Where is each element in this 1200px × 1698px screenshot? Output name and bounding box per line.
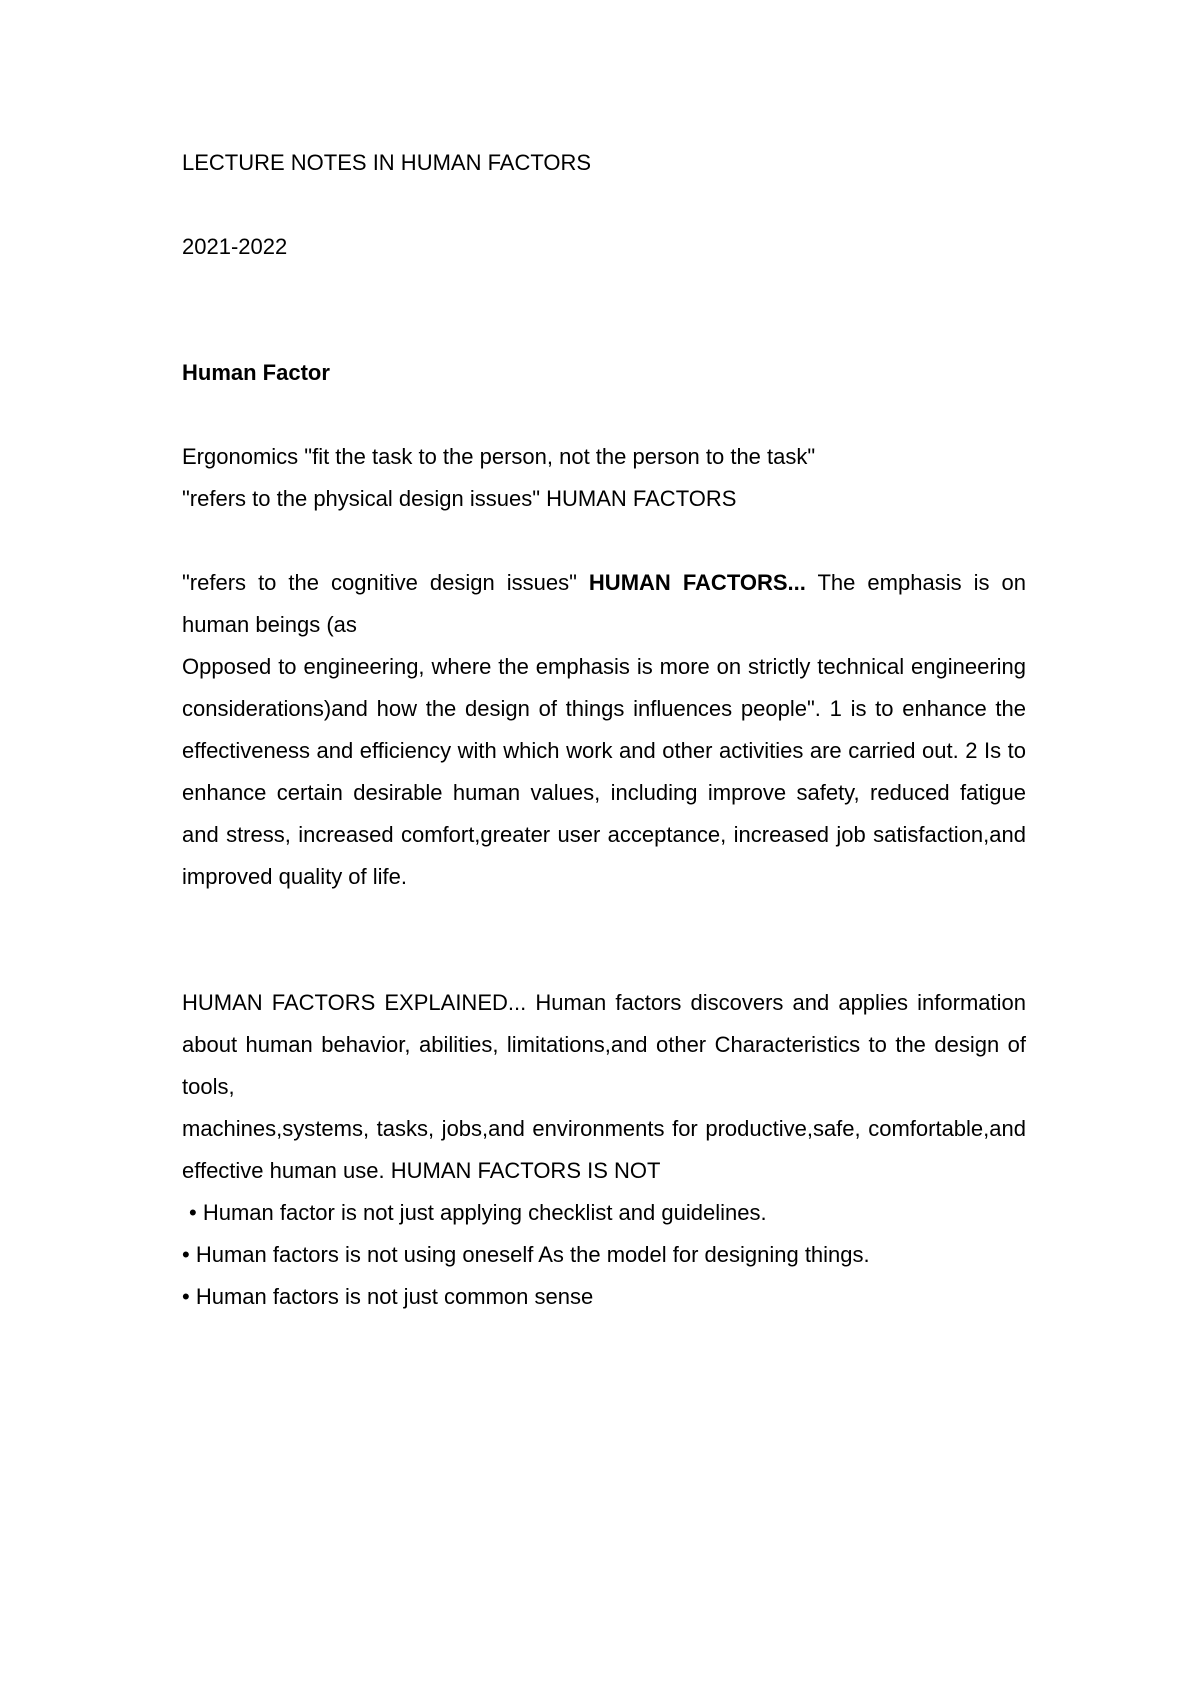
explained-paragraph: HUMAN FACTORS EXPLAINED... Human factors discovers and applies information about human behavior, abilities, limitations,and other Characteristics to the design of tools, <box>182 990 1033 1099</box>
cognitive-tail-text: The emphasis is on human beings (as <box>182 570 1033 637</box>
list-item: • Human factors is not using oneself As the model for designing things. <box>182 1242 870 1267</box>
cognitive-design-paragraph <box>182 562 1033 646</box>
cognitive-lead-text: "refers to the cognitive design issues" <box>182 570 589 595</box>
physical-design-line: "refers to the physical design issues" HUMAN FACTORS <box>182 486 737 511</box>
academic-year: 2021-2022 <box>182 234 288 259</box>
list-item: • Human factor is not just applying checklist and guidelines. <box>189 1200 767 1225</box>
machines-paragraph: machines,systems, tasks, jobs,and environments for productive,safe, comfortable,and effective human use. HUMAN FACTORS IS NOT <box>182 1116 1033 1183</box>
opposed-paragraph: Opposed to engineering, where the emphasis is more on strictly technical engineering considerations)and how the design of things influences people". 1 is to enhance the effectiveness and efficiency with which work and other activities are carried out. 2 Is to enhance certain desirable human values, including improve safety, reduced fatigue and stress, increased comfort,greater user acceptance, increased job satisfaction,and improved quality of life. <box>182 654 1033 889</box>
list-item: • Human factors is not just common sense <box>182 1284 594 1309</box>
document-title: LECTURE NOTES IN HUMAN FACTORS <box>182 150 592 175</box>
ergonomics-definition: Ergonomics "fit the task to the person, not the person to the task" <box>182 444 816 469</box>
document-page <box>182 142 1033 1318</box>
section-heading: Human Factor <box>182 360 330 385</box>
cognitive-bold-text: HUMAN FACTORS... <box>588 570 806 595</box>
